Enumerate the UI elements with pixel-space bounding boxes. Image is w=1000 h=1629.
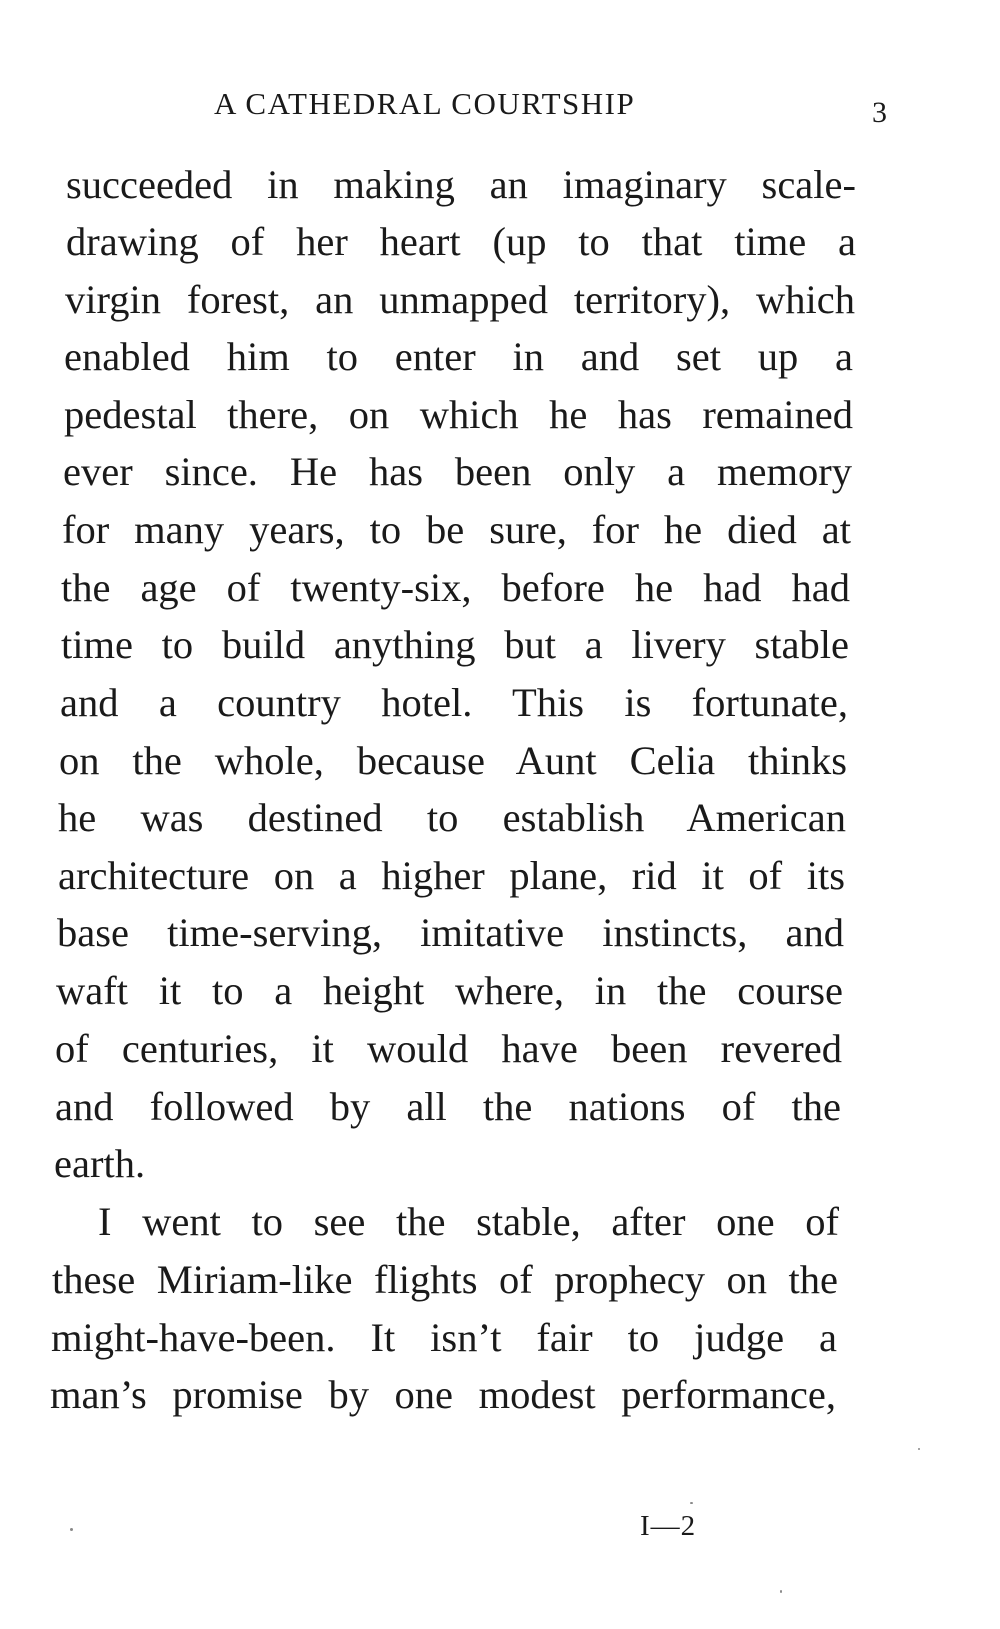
text-line: I went to see the stable, after one of [98, 1199, 839, 1244]
text-line: waft it to a height where, in the course [56, 968, 843, 1013]
text-line: he was destined to establish American [58, 795, 846, 840]
running-title: A CATHEDRAL COURTSHIP [214, 86, 636, 121]
text-line: ever since. He has been only a memory [63, 449, 852, 494]
text-line: virgin forest, an unmapped territory), which [65, 277, 855, 322]
text-line: enabled him to enter in and set up a [64, 334, 853, 379]
text-line: succeeded in making an imaginary scale- [66, 162, 856, 207]
text-line: drawing of her heart (up to that time a [66, 219, 856, 264]
page-number: 3 [872, 96, 887, 129]
paper-speck [70, 1528, 73, 1531]
paper-speck [690, 1502, 693, 1504]
text-line: earth. [54, 1141, 146, 1186]
text-line: time to build anything but a livery stable [61, 622, 849, 667]
paper-speck [780, 1590, 782, 1593]
text-line: might-have-been. It isn’t fair to judge a [51, 1315, 837, 1360]
text-line: on the whole, because Aunt Celia thinks [59, 738, 847, 783]
paper-speck [918, 1448, 920, 1450]
text-line: man’s promise by one modest performance, [50, 1372, 836, 1417]
text-line: and followed by all the nations of the [55, 1084, 841, 1129]
text-line: of centuries, it would have been revered [55, 1026, 842, 1071]
running-head [0, 86, 1000, 130]
text-line: base time-serving, imitative instincts, and [57, 910, 844, 955]
text-line: for many years, to be sure, for he died at [62, 507, 851, 552]
signature-mark: I—2 [640, 1510, 697, 1542]
text-line: the age of twenty-six, before he had had [61, 565, 850, 610]
text-line: architecture on a higher plane, rid it of its [58, 853, 845, 898]
text-line: and a country hotel. This is fortunate, [60, 680, 848, 725]
text-line: these Miriam-like flights of prophecy on the [52, 1257, 838, 1302]
text-line: pedestal there, on which he has remained [64, 392, 853, 437]
